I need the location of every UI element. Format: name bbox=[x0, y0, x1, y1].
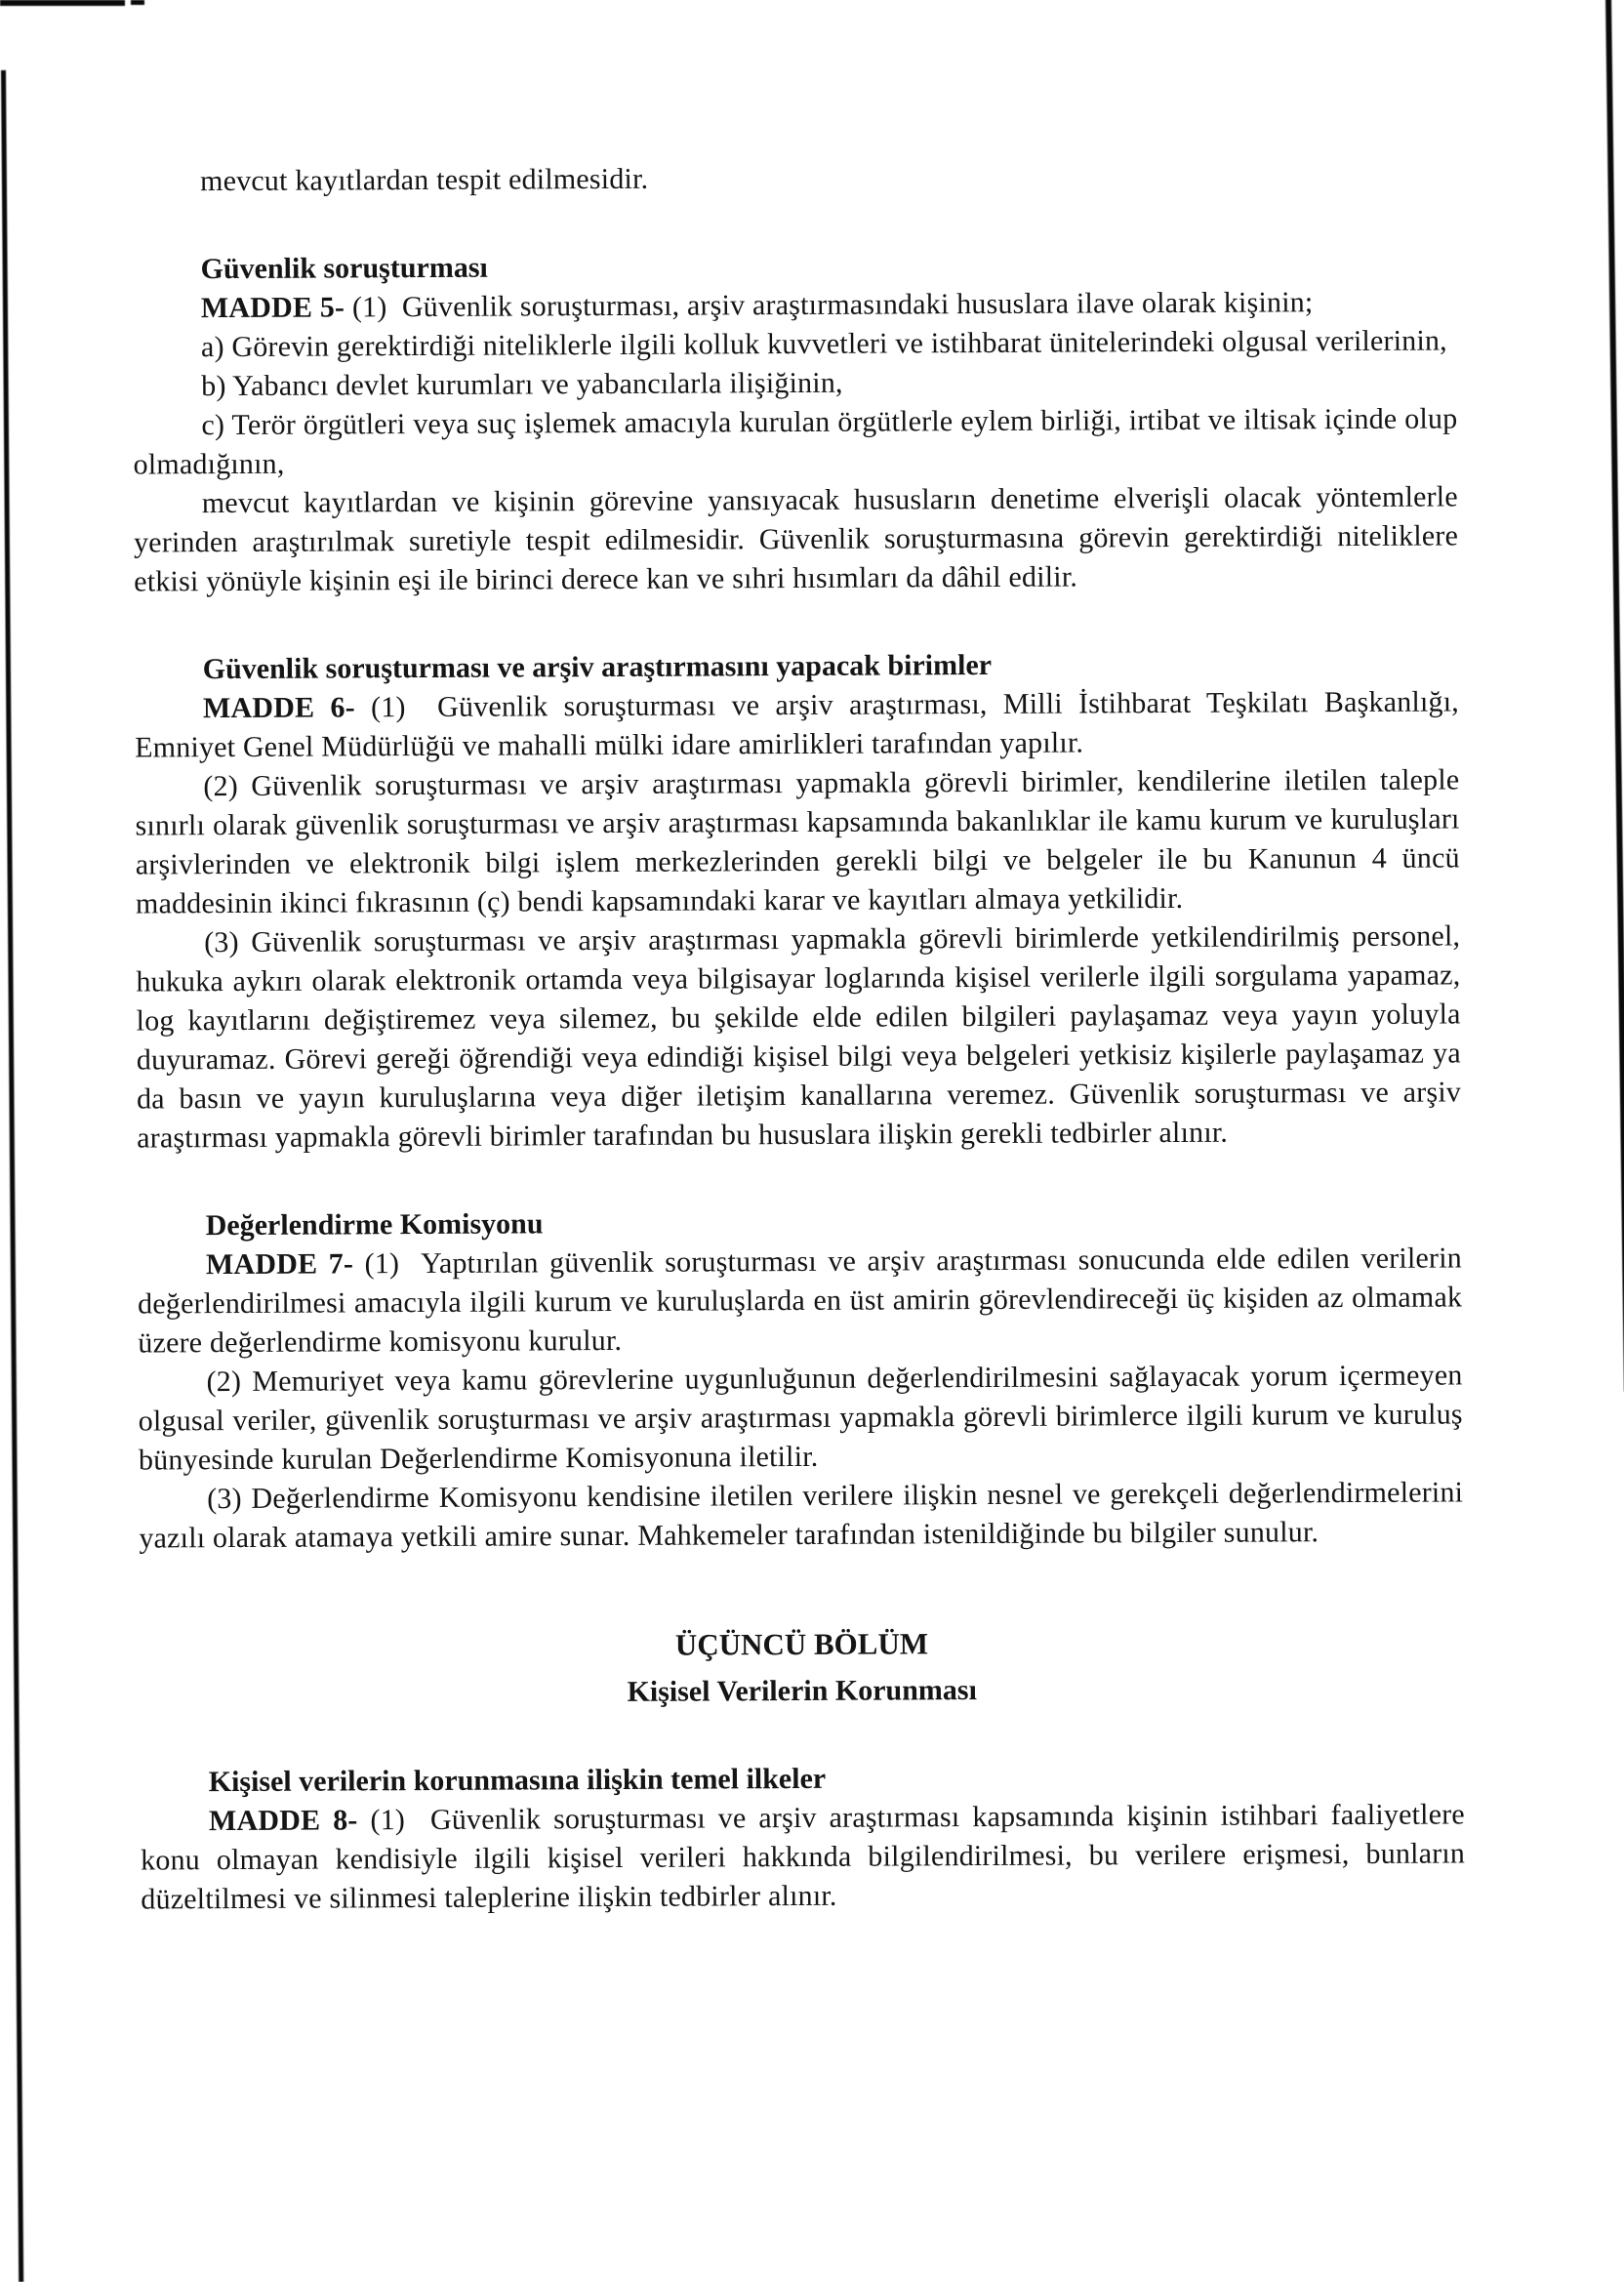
paragraph-text: b) Yabancı devlet kurumları ve yabancılarla ilişiğinin, bbox=[201, 366, 843, 403]
paragraph bbox=[133, 360, 1457, 406]
article-label: MADDE 6- bbox=[202, 691, 355, 725]
paragraph-text: Güvenlik soruşturması bbox=[200, 251, 488, 286]
article-label: MADDE 8- bbox=[208, 1804, 358, 1838]
paragraph bbox=[132, 155, 1456, 201]
paragraph bbox=[138, 1239, 1463, 1363]
paragraph-text: ÜÇÜNCÜ BÖLÜM bbox=[674, 1626, 929, 1662]
article-label: MADDE 5- bbox=[200, 291, 345, 325]
paragraph-text: (2) Memuriyet veya kamu görevlerine uygunluğunun değerlendirilmesini sağlayacak yorum içermeyen olgusal veriler, güvenlik soruşturması ve arşiv araştırması yapmakla görevli birimlerce ilgili kurum ve kuruluş bünyesinde kurulan Değerlendirme Komisyonuna iletilir. bbox=[138, 1359, 1463, 1477]
article-label: MADDE 7- bbox=[205, 1247, 354, 1282]
paragraph bbox=[133, 321, 1457, 367]
paragraph-text: Güvenlik soruşturması ve arşiv araştırmasını yapacak birimler bbox=[202, 648, 993, 686]
section-heading bbox=[138, 1200, 1462, 1245]
scan-artifact-top-edge bbox=[0, 0, 125, 6]
paragraph bbox=[133, 282, 1457, 328]
paragraph-text: c) Terör örgütleri veya suç işlemek amacıyla kurulan örgütlerle eylem birliği, irtibat ve iltisak içinde olup olmadığının, bbox=[133, 402, 1458, 481]
paragraph-text: (2) Güvenlik soruşturması ve arşiv araştırması yapmakla görevli birimler, kendilerine iletilen taleple sınırlı olarak güvenlik soruşturması ve arşiv araştırması kapsamında bakanlıklar ile kamu kurum ve kuruluşları arşivlerinden ve elektronik bilgi işlem merkezlerinden gerekli bilgi ve belgeler ile bu Kanunun 4 üncü maddesinin ikinci fıkrasının (ç) bendi kapsamındaki karar ve kayıtları almaya yetkilidir. bbox=[135, 763, 1460, 920]
chapter-subtitle bbox=[140, 1668, 1464, 1714]
section-heading bbox=[132, 243, 1456, 289]
paragraph-text: mevcut kayıtlardan tespit edilmesidir. bbox=[200, 162, 649, 198]
paragraph-text: (1) Güvenlik soruşturması ve arşiv araştırması kapsamında kişinin istihbari faaliyetlere konu olmayan kendisiyle ilgili kişisel verileri hakkında bilgilendirilmesi, bu verilere erişmesi, bunların düzeltilmesi ve silinmesi taleplerine ilişkin tedbirler alınır. bbox=[141, 1798, 1466, 1916]
paragraph-text: (3) Güvenlik soruşturması ve arşiv araştırması yapmakla görevli birimlerde yetkilendirilmiş personel, hukuka aykırı olarak elektronik ortamda veya bilgisayar loglarında kişisel verilerle ilgili sorgulama yapamaz, log kayıtlarını değiştiremez veya silemez, bu şekilde elde edilen bilgileri paylaşamaz veya yayın yoluyla duyuramaz. Görevi gereği öğrendiği veya edindiği kişisel bilgi veya belgeleri yetkisiz kişilerle paylaşamaz ya da basın ve yayın kuruluşlarına veya diğer iletişim kanallarına veremez. Güvenlik soruşturması ve arşiv araştırması yapmakla görevli birimler tarafından bu hususlara ilişkin gerekli tedbirler alınır. bbox=[136, 919, 1462, 1155]
document-content bbox=[132, 155, 1465, 1919]
paragraph-text: (1) Yaptırılan güvenlik soruşturması ve arşiv araştırması sonucunda elde edilen verilerin değerlendirilmesi amacıyla ilgili kurum ve kuruluşlarda en üst amirin görevlendireceği üç kişiden az olmamak üzere değerlendirme komisyonu kurulur. bbox=[138, 1242, 1463, 1360]
paragraph-text: (1) Güvenlik soruşturması ve arşiv araştırması, Milli İstihbarat Teşkilatı Başkanlığı, Emniyet Genel Müdürlüğü ve mahalli mülki idare amirlikleri tarafından yapılır. bbox=[135, 685, 1459, 764]
scan-artifact-top-dash bbox=[131, 0, 144, 5]
scan-artifact-right-edge bbox=[1605, 0, 1624, 1392]
paragraph-text: mevcut kayıtlardan ve kişinin görevine yansıyacak hususların denetime elverişli olacak yöntemlerle yerinden araştırılmak suretiyle tespit edilmesidir. Güvenlik soruşturmasına görevin gerektirdiği niteliklere etkisi yönüyle kişinin eşi ile birinci derece kan ve sıhri hısımları da dâhil edilir. bbox=[133, 480, 1459, 598]
paragraph-text: (1) Güvenlik soruşturması, arşiv araştırmasındaki hususlara ilave olarak kişinin; bbox=[351, 286, 1314, 324]
section-heading bbox=[141, 1756, 1465, 1802]
chapter-title bbox=[140, 1621, 1464, 1667]
paragraph bbox=[135, 682, 1459, 767]
paragraph bbox=[138, 1356, 1463, 1480]
scan-artifact-left-edge bbox=[1, 70, 23, 2282]
paragraph-text: a) Görevin gerektirdiği niteliklerle ilgili kolluk kuvvetleri ve istihbarat ünitelerindeki olgusal verilerinin, bbox=[200, 324, 1447, 364]
paragraph bbox=[139, 1473, 1463, 1558]
paragraph bbox=[141, 1795, 1466, 1919]
paragraph-text: (3) Değerlendirme Komisyonu kendisine iletilen verilere ilişkin nesnel ve gerekçeli değerlendirmelerini yazılı olarak atamaya yetkili amire sunar. Mahkemeler tarafından istenildiğinde bu bilgiler sunulur. bbox=[139, 1476, 1464, 1555]
paragraph-text: Kişisel Verilerin Korunması bbox=[627, 1674, 977, 1708]
paragraph-text: Değerlendirme Komisyonu bbox=[205, 1207, 544, 1243]
paragraph bbox=[136, 917, 1461, 1158]
section-heading bbox=[135, 643, 1459, 689]
paragraph bbox=[135, 760, 1460, 923]
paragraph-text: Kişisel verilerin korunmasına ilişkin temel ilkeler bbox=[208, 1762, 827, 1799]
paragraph bbox=[134, 477, 1459, 601]
paragraph bbox=[133, 399, 1457, 484]
